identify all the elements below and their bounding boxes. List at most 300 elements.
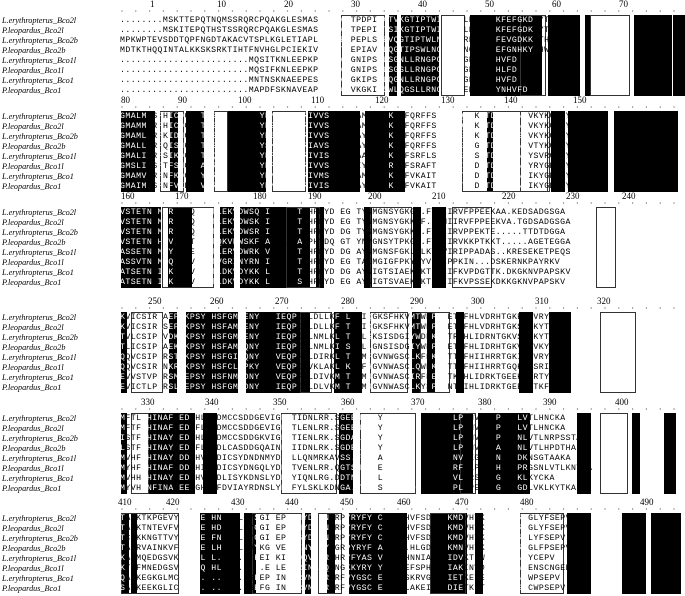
tick-dot: [315, 10, 316, 11]
tick-dot: [535, 10, 536, 11]
tick-dot: [384, 307, 385, 308]
tick-dot: [342, 202, 343, 203]
species-label: P.leopardus_Bco1l: [2, 464, 64, 473]
tick-dot: [328, 202, 329, 203]
tick-dot: [563, 106, 564, 107]
species-label: P.leopardus_Bco2l: [2, 26, 64, 35]
tick-dot: [273, 106, 274, 107]
sequence-row: ISTFHHINAYEEDGHLVMDMCCSDDGKVIGDFTIENLRK.SGDALDEVYNTLCRVFPPRRFVLPLNVSTEPIGQNLVTLNRPSSTA: [120, 434, 582, 443]
sequence-row: VSTETNYMRRVDPQSLETLEKVDWSKFIAVNSATAHPHYDREGATYNMGNSYGKKGF.FYNIIRVFPPEEKVA.TGDSADGSGA: [120, 218, 571, 227]
tick-dot: [563, 307, 564, 308]
tick-dot: [439, 10, 440, 11]
species-label: L.erythropterus_Bco2l: [2, 514, 77, 523]
position-number: 10: [217, 0, 226, 9]
sequence-row: QAVKEGKGLMCQSEV........PGLEPAINYDRVNGKRHRFVYGSCVEESALSKRVGKINIETKETEMLYSEDNCWPSEPV: [120, 574, 561, 583]
tick-dot: [508, 307, 509, 308]
tick-dot: [218, 106, 219, 107]
sequence-row: ASSVTNYMVQIDPVTLETVGRINYRNHIAVNLATAHPHYDREGVTAIMGIGFPKYFYVIRIPPKIN...DSKERNKPAYRKV: [120, 258, 561, 267]
tick-dot: [287, 508, 288, 509]
tick-dot: [660, 106, 661, 107]
tick-dot: [149, 307, 150, 308]
sequence-row: QQVCSIPFRSTLKPSYYHSFGITQNYIIFVEQPFKLDIRKLATAYMFGVNWGSCLKFDKDETTHFHIIHRRTGKIKKVRYGDA: [120, 353, 566, 362]
position-number: 340: [205, 397, 219, 407]
tick-dot: [577, 408, 578, 409]
tick-dot: [218, 408, 219, 409]
tick-dot: [508, 202, 509, 203]
position-number: 380: [478, 397, 492, 407]
sequence-row: GMALIHRFSIKDGKVTYQSRFLKSDTYKRNSKHNRIVISEFGTKAAPDPCKNIFSRFLSLF..ELNSSTDNALINIYSVRGDFY: [120, 152, 572, 161]
sequence-row: VSTETNMHKVDPETLETTQKVDWSKFIAVNLATAHPHYDQDGTTYNMGNSYTPKGA.FYNIIRVKKPTKKT.....AGETEGGA: [120, 238, 571, 247]
tick-dot: [480, 307, 481, 308]
species-label: L.erythropterus_Bco2b: [2, 434, 78, 443]
tick-dot: [190, 508, 191, 509]
tick-dot: [411, 307, 412, 308]
position-number: 200: [368, 191, 382, 201]
tick-dot: [135, 307, 136, 308]
position-number: 310: [535, 296, 549, 306]
tick-dot: [535, 307, 536, 308]
tick-dot: [273, 508, 274, 509]
tick-dot: [604, 10, 605, 11]
tick-dot: [618, 508, 619, 509]
tick-dot: [356, 202, 357, 203]
species-label: P.leopardus_Bco2b: [2, 444, 66, 453]
position-number: 70: [619, 0, 628, 9]
tick-dot: [618, 307, 619, 308]
tick-dot: [177, 508, 178, 509]
tick-dot: [273, 307, 274, 308]
tick-dot: [232, 508, 233, 509]
tick-dot: [453, 307, 454, 308]
alignment-block: [0, 398, 685, 496]
sequence-row: QQVCSIRSNKRLKPSYYHSFCLTPKYIIFVEQPIVVKLAKLVKAYFHGVNWASCLQWDKNETTRFHIIHRRTGQKVVSRIYEA: [120, 363, 566, 372]
tick-dot: [604, 307, 605, 308]
species-label: P.leopardus_Bco1: [2, 484, 62, 493]
tick-dot: [163, 106, 164, 107]
tick-dot: [494, 307, 495, 308]
tick-dot: [494, 408, 495, 409]
species-label: L.erythropterus_Bco1l: [2, 353, 77, 362]
species-label: P.leopardus_Bco1l: [2, 258, 64, 267]
sequence-row: ........MSKTTEPQTNQMSSRQRCPQAKGLESMASLVRSVETPDPIPATVKGTIPTWINGSFLRNGPGKFEFGKDKYTHWFD: [120, 16, 571, 25]
alignment-block: [0, 192, 685, 290]
position-number: 300: [471, 296, 485, 306]
tick-dot: [522, 106, 523, 107]
tick-dot: [356, 508, 357, 509]
sequence-row: TCLKKNGTTVYCLHEELFNDELLQYCGIVEPSIGYDQYNGRPYRYFYACGFG.HVFSDSLIKMDVHTKEVKIWQRGLYFSEPV: [120, 534, 566, 543]
tick-dot: [163, 508, 164, 509]
tick-dot: [232, 307, 233, 308]
tick-dot: [535, 202, 536, 203]
tick-dot: [480, 10, 481, 11]
position-number: 460: [397, 497, 411, 507]
tick-dot: [673, 408, 674, 409]
tick-dot: [328, 307, 329, 308]
species-label: P.leopardus_Bco2l: [2, 424, 64, 433]
position-number: 470: [455, 497, 469, 507]
tick-dot: [660, 508, 661, 509]
tick-dot: [453, 408, 454, 409]
ruler-ticks: [0, 105, 685, 109]
species-label: L.erythropterus_Bco2l: [2, 313, 77, 322]
position-number: 430: [231, 497, 245, 507]
tick-dot: [397, 10, 398, 11]
tick-dot: [577, 10, 578, 11]
tick-dot: [439, 508, 440, 509]
tick-dot: [370, 408, 371, 409]
species-label: L.erythropterus_Bco1: [2, 76, 74, 85]
species-label: P.leopardus_Bco1l: [2, 363, 64, 372]
tick-dot: [121, 508, 122, 509]
tick-dot: [342, 307, 343, 308]
tick-dot: [163, 202, 164, 203]
sequence-row: LSTFHHINAYEEDGFLVIDLCASDDGQAINNYIIDNLRK.SGDELSQVYNTLCRNFLPRRFVLPLNVAKEAPTQNLVTLHPDTHA: [120, 444, 577, 453]
position-number: 360: [341, 397, 355, 407]
tick-dot: [370, 508, 371, 509]
tick-dot: [163, 408, 164, 409]
ruler-ticks: [0, 9, 685, 13]
tick-dot: [494, 106, 495, 107]
tick-dot: [328, 10, 329, 11]
position-number: 350: [273, 397, 287, 407]
position-number: 480: [520, 497, 534, 507]
tick-dot: [301, 106, 302, 107]
tick-dot: [218, 508, 219, 509]
ruler-ticks: [0, 507, 685, 511]
tick-dot: [646, 307, 647, 308]
sequence-row: MPKWPTEVSDDTQPFNGDTAKACVTSPLKGLETIAPLVRSVETPEPLSTEVQGTIPTWLNGSFLRNGPGKFEVGDKKYTHWFD: [120, 36, 566, 45]
tick-dot: [149, 202, 150, 203]
tick-dot: [232, 202, 233, 203]
tick-dot: [246, 408, 247, 409]
ruler-ticks: [0, 201, 685, 205]
tick-dot: [591, 508, 592, 509]
tick-dot: [466, 106, 467, 107]
position-number: 120: [375, 95, 389, 105]
tick-dot: [287, 202, 288, 203]
tick-dot: [397, 307, 398, 308]
tick-dot: [563, 202, 564, 203]
sequence-row: GMSLIHSFTFSNGEVAYRSKFLKSDTYKRNIKADRIVVSEFGTMIYPDPSRNIFSRAFTHLSNIIPDTTDNCNINIYRYGDDYY: [120, 162, 572, 171]
tick-dot: [646, 202, 647, 203]
alignment-block: [0, 0, 685, 98]
tick-dot: [384, 106, 385, 107]
tick-dot: [149, 508, 150, 509]
tick-dot: [163, 307, 164, 308]
tick-dot: [577, 508, 578, 509]
sequence-row: GMAMVHRFNFKDGKMYHRSRFLKSDTYKNMAANNRIVMSEFGTLAMPDPCKNIFVKAITFLNHTVPDFTDNGASNFIKYGDDYY: [120, 172, 572, 181]
sequence-row: ........................MQSITKNLEEPKPVKAQVKGNIPSWLSGNLLRNGPGMFEMGDRSYNHVFD: [120, 56, 518, 65]
tick-dot: [177, 10, 178, 11]
tick-dot: [301, 408, 302, 409]
tick-dot: [618, 10, 619, 11]
tick-dot: [632, 508, 633, 509]
tick-dot: [273, 10, 274, 11]
position-number: 240: [622, 191, 636, 201]
tick-dot: [246, 202, 247, 203]
sequence-row: MVHHNHINAYEEDGHVVFDLISYKDNSLYDMFYIQNLRG.DDTN.FDVLNNKNYSPVCQRRFVLPRSNAEGDLVKLKYCKA: [120, 474, 555, 483]
tick-dot: [190, 307, 191, 308]
tick-dot: [204, 508, 205, 509]
sequence-row: GMALMHSFHICDGDVTYSSRFLRSDSYKNNSEKNRIVVSEFGTLAMPDPCKNIFQRFFSRF..QIPKATDNASVNFVKYKGDYY: [120, 112, 572, 121]
tick-dot: [577, 106, 578, 107]
sequence-row: TAKRVAINKVFVCTHEELHREDLHHYKGIVEPSINYDQYNGRPYRYFYACGFG.HLGDSLIKMNVHTKEAKWMYRPGLFPSEPV: [120, 544, 572, 553]
tick-dot: [453, 106, 454, 107]
tick-dot: [549, 307, 550, 308]
tick-dot: [342, 408, 343, 409]
tick-dot: [425, 106, 426, 107]
position-number: 150: [573, 95, 587, 105]
tick-dot: [563, 10, 564, 11]
tick-dot: [522, 202, 523, 203]
species-label: P.leopardus_Bco1: [2, 86, 62, 95]
tick-dot: [453, 202, 454, 203]
tick-dot: [121, 10, 122, 11]
tick-dot: [604, 202, 605, 203]
tick-dot: [673, 10, 674, 11]
tick-dot: [453, 10, 454, 11]
tick-dot: [660, 10, 661, 11]
tick-dot: [177, 106, 178, 107]
sequence-row: MVHFHHINAYEDDGHVVFDICSYDNDNMYDLYLLQNMRKAVSS.FEESAKTRPSFRRFVLPLNVAEGMTQNLVPDKNSGTAAKA: [120, 454, 571, 463]
tick-dot: [384, 508, 385, 509]
species-label: P.leopardus_Bco2l: [2, 323, 64, 332]
tick-dot: [370, 307, 371, 308]
species-label: L.erythropterus_Bco1l: [2, 56, 77, 65]
position-number: 260: [210, 296, 224, 306]
tick-dot: [480, 408, 481, 409]
tick-dot: [315, 508, 316, 509]
tick-dot: [425, 10, 426, 11]
tick-dot: [177, 202, 178, 203]
tick-dot: [177, 408, 178, 409]
position-number: 20: [284, 0, 293, 9]
species-label: P.leopardus_Bco1: [2, 383, 62, 392]
sequence-row: TVLCSIPSVDKSKPSYYHSFGMSENYIVFIEQPIKLNMLKLVTGKLSKSISDGIYWDPKNLTRFHLIDRNTGKVSSVKYTSK: [120, 333, 561, 342]
tick-dot: [315, 307, 316, 308]
tick-dot: [177, 307, 178, 308]
tick-dot: [673, 508, 674, 509]
position-number: 50: [485, 0, 494, 9]
sequence-row: MFTLHHINAFEEDGHLVMDMCCSDDGEVIGDFTIDNLRR.SGEEMDKFYNSLCRNLLPRRYVLPLNVDETPTQNLVTLHNCKA: [120, 414, 566, 423]
tick-dot: [535, 106, 536, 107]
position-number: 410: [118, 497, 132, 507]
tick-dot: [466, 508, 467, 509]
tick-dot: [439, 106, 440, 107]
tick-dot: [397, 408, 398, 409]
tick-dot: [204, 408, 205, 409]
species-label: L.erythropterus_Bco2l: [2, 112, 77, 121]
tick-dot: [508, 10, 509, 11]
tick-dot: [673, 307, 674, 308]
tick-dot: [246, 106, 247, 107]
tick-dot: [397, 106, 398, 107]
tick-dot: [190, 202, 191, 203]
tick-dot: [673, 106, 674, 107]
ruler-ticks: [0, 306, 685, 310]
tick-dot: [466, 307, 467, 308]
tick-dot: [121, 408, 122, 409]
position-number: 230: [566, 191, 580, 201]
tick-dot: [411, 10, 412, 11]
tick-dot: [604, 408, 605, 409]
tick-dot: [342, 10, 343, 11]
tick-dot: [535, 408, 536, 409]
species-label: L.erythropterus_Bco1l: [2, 152, 77, 161]
tick-dot: [411, 408, 412, 409]
position-number: 440: [285, 497, 299, 507]
tick-dot: [591, 307, 592, 308]
tick-dot: [301, 202, 302, 203]
tick-dot: [163, 10, 164, 11]
sequence-row: ........................MQSIFKNLEEPKPVKAQVKGNIPSWLSGSLLRNGPGMFEMGEETYNHLFD: [120, 66, 518, 75]
sequence-row: ATSETNYIRKIDPVTLETLDKVDYKKYLPVNSATAHPHYDSDGSAYNIGTSIAEKGKTKYIIFKVPDGTTK.DKGKNVPAPSKV: [120, 268, 571, 277]
tick-dot: [135, 508, 136, 509]
tick-dot: [370, 202, 371, 203]
tick-dot: [287, 106, 288, 107]
tick-dot: [411, 508, 412, 509]
species-label: L.erythropterus_Bco2b: [2, 36, 78, 45]
tick-dot: [549, 508, 550, 509]
position-number: 400: [615, 397, 629, 407]
position-number: 30: [351, 0, 360, 9]
tick-dot: [439, 307, 440, 308]
tick-dot: [135, 106, 136, 107]
species-label: P.leopardus_Bco2b: [2, 343, 66, 352]
tick-dot: [135, 10, 136, 11]
tick-dot: [204, 307, 205, 308]
species-label: L.erythropterus_Bco1: [2, 474, 74, 483]
tick-dot: [246, 10, 247, 11]
sequence-row: ........................MNTNSKNAEEPESVKAQVKGKIPSWLQGNLLRNGPGIFEMGDTAYNHVFD: [120, 76, 518, 85]
tick-dot: [397, 202, 398, 203]
position-number: 1: [150, 0, 155, 9]
tick-dot: [342, 106, 343, 107]
sequence-row: KTRFMNEDGSVKVSCQLHLFH......EGLEEPRINYAQYNGKKYRYFYGCGVEFSPHNNKIAKINVDIKTLQVWQENSCNGEPV: [120, 564, 577, 573]
tick-dot: [618, 408, 619, 409]
tick-dot: [549, 408, 550, 409]
sequence-row: GMAMLHRFKIDNGEVTYSSRFLRSDAYKSNSEKNRIVVSEFGTLAYPDPCKNIFQRFFSRF..EMKKPTDNASVSFVKYKGDYY: [120, 132, 572, 141]
tick-dot: [287, 10, 288, 11]
tick-dot: [328, 106, 329, 107]
position-number: 320: [597, 296, 611, 306]
species-label: L.erythropterus_Bco1l: [2, 454, 77, 463]
tick-dot: [259, 106, 260, 107]
tick-dot: [577, 202, 578, 203]
species-label: L.erythropterus_Bco1: [2, 373, 74, 382]
tick-dot: [660, 307, 661, 308]
tick-dot: [618, 106, 619, 107]
tick-dot: [549, 106, 550, 107]
tick-dot: [301, 10, 302, 11]
tick-dot: [356, 10, 357, 11]
tick-dot: [632, 307, 633, 308]
tick-dot: [246, 307, 247, 308]
tick-dot: [259, 508, 260, 509]
tick-dot: [356, 408, 357, 409]
position-number: 390: [543, 397, 557, 407]
tick-dot: [190, 408, 191, 409]
sequence-row: ATSETNYIRKIDPVTLETLDKVDYKKYLPVNLASSHPHYDKEGSAYNIGTSVAEKGKTKYIIFKVPSSEKDKKGKNVPAPSKV: [120, 278, 566, 287]
position-number: 100: [238, 95, 252, 105]
tick-dot: [328, 508, 329, 509]
tick-dot: [328, 408, 329, 409]
tick-dot: [397, 508, 398, 509]
alignment-block: [0, 297, 685, 395]
tick-dot: [549, 202, 550, 203]
position-number: 80: [121, 95, 130, 105]
tick-dot: [660, 202, 661, 203]
tick-dot: [522, 408, 523, 409]
tick-dot: [522, 307, 523, 308]
sequence-row: KVICSIRASEPRKPSYYHSFAMSENYIVFIEQPIKLDLLKFMTYRIQGKSFHKVMTWEPQYETRFHLVDRHTGKSKVKYTAAP: [120, 323, 566, 332]
tick-dot: [384, 10, 385, 11]
tick-dot: [232, 10, 233, 11]
tick-dot: [494, 508, 495, 509]
species-label: P.leopardus_Bco2b: [2, 46, 66, 55]
species-label: P.leopardus_Bco1: [2, 278, 62, 287]
tick-dot: [660, 408, 661, 409]
tick-dot: [287, 307, 288, 308]
tick-dot: [218, 10, 219, 11]
species-label: L.erythropterus_Bco2l: [2, 414, 77, 423]
tick-dot: [425, 307, 426, 308]
tick-dot: [190, 10, 191, 11]
tick-dot: [466, 202, 467, 203]
sequence-row: GMALLHRFQISNGKVTYSSRFLRSDSYSKNCEKNRIAVSEFGTLAYPDPCKNIFQRFFSRL..EVTGSTDNTSVNFVTYKGDYY: [120, 142, 572, 151]
sequence-row: ........MSKITEPQTHSTSSRQRCPQAKGLESMASLVRSVETPEPIPTSIKGTIPTWINGSFLRNGPGKFEFGDKKYTHWFD: [120, 26, 571, 35]
tick-dot: [646, 10, 647, 11]
tick-dot: [259, 202, 260, 203]
tick-dot: [425, 408, 426, 409]
tick-dot: [259, 408, 260, 409]
species-label: L.erythropterus_Bco1: [2, 268, 74, 277]
tick-dot: [149, 10, 150, 11]
tick-dot: [218, 307, 219, 308]
sequence-row: SAVKEEKGLICQAEL........EGEFGPINYDRVNGKRHRFVYGSCVEESADLAKEIAKIDIETKETEKVSSEGNCWPSEPV: [120, 584, 566, 593]
tick-dot: [480, 508, 481, 509]
species-label: L.erythropterus_Bco2b: [2, 228, 78, 237]
position-number: 370: [411, 397, 425, 407]
position-number: 90: [178, 95, 187, 105]
tick-dot: [259, 307, 260, 308]
tick-dot: [632, 10, 633, 11]
species-label: P.leopardus_Bco2l: [2, 122, 64, 131]
tick-dot: [204, 106, 205, 107]
sequence-row: EVICTLPCRSLLEPSYYHSFGMTDNYFIFIEQPIKLDLVKMATAYMRGVNWASCLKYSPEENTKIHLIDRKTGEEVETKFTEA: [120, 383, 566, 392]
species-label: L.erythropterus_Bco2l: [2, 208, 77, 217]
tick-dot: [135, 408, 136, 409]
sequence-row: MYHFHHINAFEDDGHIVFDICSYDNGQLYDNYTVENLRR.QGTSN.FIESNKHFSPSPVCQRRFVLPASVHKDSPRGSNLVTLKNTKA: [120, 464, 593, 473]
position-number: 190: [308, 191, 322, 201]
position-number: 450: [340, 497, 354, 507]
sequence-row: GMAMMHRFHICDGDVTYSSRFLRSDSYKENSERNRIVVSEFGTLAMPDPCKNIFQRFFSRF..QIPKATDNASVNFVKYKGDYY: [120, 122, 572, 131]
position-number: 140: [504, 95, 518, 105]
species-label: L.erythropterus_Bco2l: [2, 16, 77, 25]
sequence-row: VSTETNYMRRVDPQSLETLEKVDWSQYIAVNSATAHPHYDREGATYNMGNSYGKGF.FYNIIRVFPPEEKAA.KEDSADGSGA: [120, 208, 566, 217]
position-number: 270: [275, 296, 289, 306]
position-number: 60: [552, 0, 561, 9]
tick-dot: [425, 202, 426, 203]
position-number: 290: [410, 296, 424, 306]
tick-dot: [632, 408, 633, 409]
species-label: P.leopardus_Bco2b: [2, 544, 66, 553]
species-label: P.leopardus_Bco1: [2, 182, 62, 191]
sequence-row: EVVSTVPCRSMLEPSYYHSFNMTDNYFIFVEQPFKLDIVKMATAYMRGVNWASCIRFDEENTKIHLIDRKTGEEKVKRTYTA: [120, 373, 561, 382]
tick-dot: [508, 408, 509, 409]
species-label: P.leopardus_Bco2b: [2, 238, 66, 247]
species-label: P.leopardus_Bco2l: [2, 218, 64, 227]
